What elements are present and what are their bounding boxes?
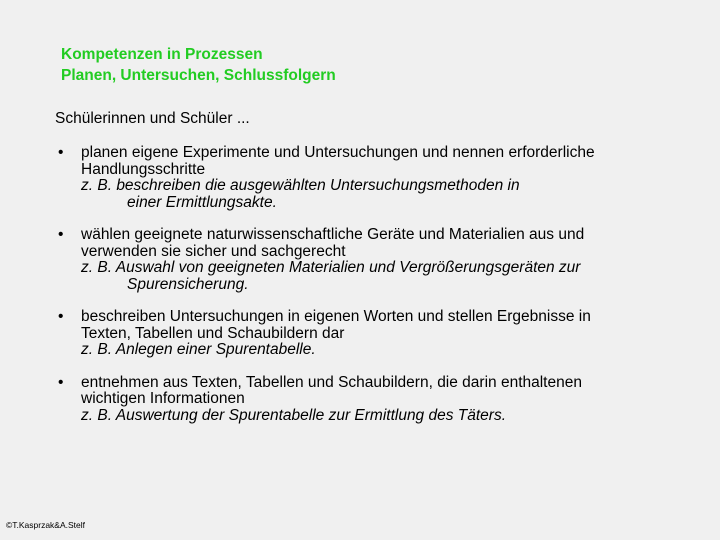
- item-text-line-2: Handlungsschritte: [81, 160, 206, 178]
- list-item: [55, 309, 675, 359]
- bullet-icon: •: [58, 144, 64, 161]
- item-text-line-1: beschreiben Untersuchungen in eigenen Worten und stellen Ergebnisse in: [81, 308, 591, 325]
- list-item: [55, 227, 675, 293]
- competency-list: [55, 145, 675, 424]
- item-text-line-2: Texten, Tabellen und Schaubildern dar: [81, 324, 345, 342]
- item-example: [81, 342, 675, 359]
- bullet-icon: •: [58, 308, 64, 325]
- list-item: [55, 145, 675, 211]
- item-example: [81, 260, 675, 293]
- intro-text: Schülerinnen und Schüler ...: [55, 110, 250, 127]
- item-text-line-2: wichtigen Informationen: [81, 390, 245, 407]
- item-text-line-1: entnehmen aus Texten, Tabellen und Schaubildern, die darin enthaltenen: [81, 373, 582, 391]
- example-line-1: z. B. Auswahl von geeigneten Materialien und Vergrößerungsgeräten zur: [81, 259, 581, 276]
- example-line-2: Spurensicherung.: [127, 275, 249, 293]
- slide-title: [61, 44, 336, 86]
- example-line-2: einer Ermittlungsakte.: [127, 193, 277, 211]
- item-text-line-1: wählen geeignete naturwissenschaftliche Geräte und Materialien aus und: [81, 226, 585, 243]
- item-text-line-2: verwenden sie sicher und sachgerecht: [81, 242, 346, 260]
- item-text-line-1: planen eigene Experimente und Untersuchungen und nennen erforderliche: [81, 144, 595, 161]
- list-item: [55, 375, 675, 425]
- item-example: [81, 178, 675, 211]
- item-example: [81, 408, 675, 425]
- title-line-1: Kompetenzen in Prozessen: [61, 46, 263, 63]
- example-line-1: z. B. Auswertung der Spurentabelle zur Ermittlung des Täters.: [81, 406, 507, 424]
- example-line-1: z. B. beschreiben die ausgewählten Untersuchungsmethoden in: [81, 177, 520, 194]
- example-line-1: z. B. Anlegen einer Spurentabelle.: [81, 341, 316, 358]
- bullet-icon: •: [58, 373, 64, 391]
- bullet-icon: •: [58, 226, 64, 243]
- title-line-2: Planen, Untersuchen, Schlussfolgern: [61, 67, 336, 84]
- copyright-footer: ©T.Kasprzak&A.Stelf: [6, 520, 86, 530]
